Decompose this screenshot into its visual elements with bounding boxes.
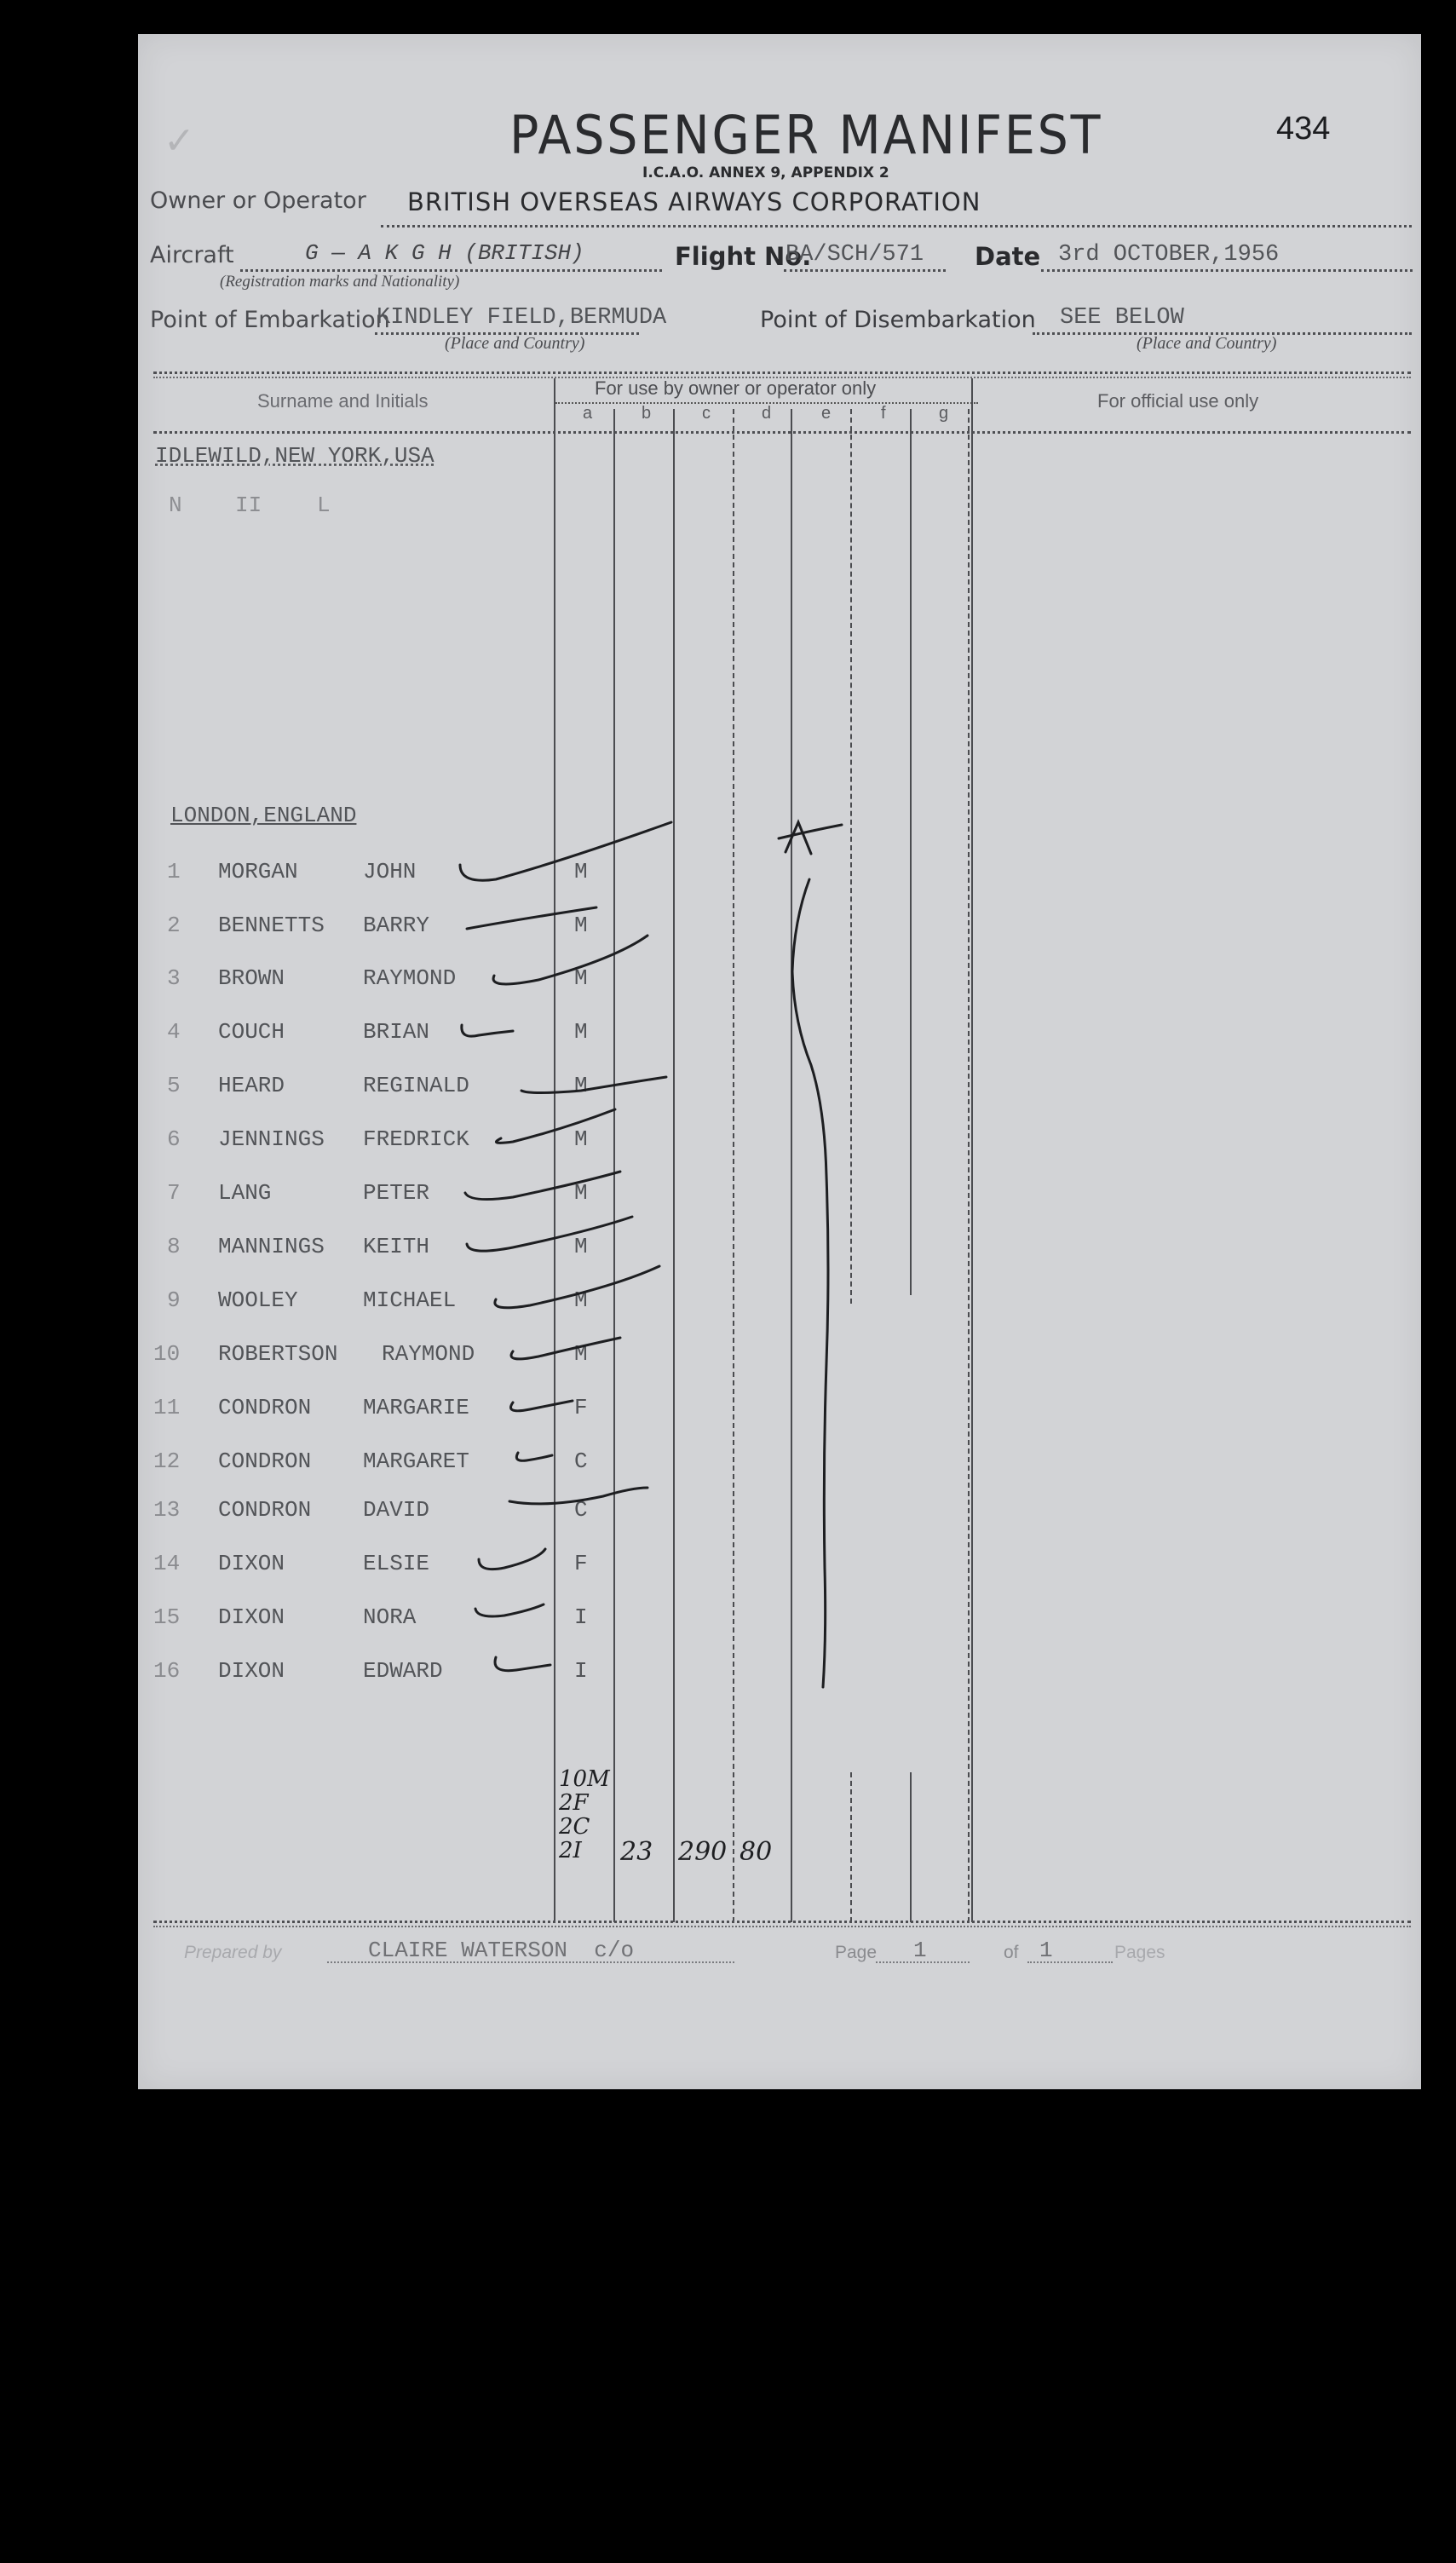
row-surname: DIXON [218,1658,285,1684]
row-surname: MORGAN [218,859,298,884]
of-label: of [1004,1943,1019,1962]
row-surname: HEARD [218,1073,285,1098]
embarkation-place-note: (Place and Country) [445,334,585,353]
row-first-name: BARRY [363,913,430,938]
row-first-name: REGINALD [363,1073,469,1098]
row-first-name: EDWARD [363,1658,443,1684]
row-code: M [574,1234,588,1259]
row-code: F [574,1395,588,1420]
section1-code-l: L [317,492,331,518]
prepared-by-value: CLAIRE WATERSON c/o [368,1938,635,1963]
date-value: 3rd OCTOBER,1956 [1058,242,1280,268]
pages-label: Pages [1114,1943,1165,1962]
row-code: C [574,1449,588,1474]
row-num: 2 [167,913,181,938]
col-header-official: For official use only [1097,390,1259,412]
row-code: I [574,1658,588,1684]
aircraft-label: Aircraft [150,242,234,268]
total-children: 2C [559,1814,590,1840]
row-num: 13 [153,1497,181,1523]
col-header-surname: Surname and Initials [257,390,429,412]
handwritten-annotation-a [794,820,795,821]
row-code: F [574,1551,588,1576]
disembarkation-value: SEE BELOW [1060,305,1184,331]
row-num: 3 [167,965,181,991]
row-surname: CONDRON [218,1395,312,1420]
row-code: M [574,1287,588,1313]
col-letter-g: g [939,404,949,423]
col-letter-e: e [821,404,832,423]
row-num: 5 [167,1073,181,1098]
table-bottom-border [153,1921,1411,1923]
owner-value: BRITISH OVERSEAS AIRWAYS CORPORATION [407,187,981,216]
col-letter-d: d [762,404,772,423]
section-destination-london: LONDON,ENGLAND [170,803,357,828]
embarkation-label: Point of Embarkation [150,307,390,333]
row-surname: ROBERTSON [218,1341,338,1367]
page-title: PASSENGER MANIFEST [509,104,1103,166]
col-header-owner-use: For use by owner or operator only [595,377,877,399]
col-letter-b: b [642,404,652,423]
disembarkation-place-note: (Place and Country) [1137,334,1277,353]
row-surname: BENNETTS [218,913,325,938]
row-code: M [574,1126,588,1152]
row-code: C [574,1497,588,1523]
total-col-c: 290 [678,1837,728,1867]
row-surname: DIXON [218,1551,285,1576]
row-code: M [574,1073,588,1098]
row-first-name: FREDRICK [363,1126,469,1152]
row-num: 16 [153,1658,181,1684]
section1-code-n: N [169,492,182,518]
row-num: 14 [153,1551,181,1576]
row-num: 15 [153,1604,181,1630]
aircraft-note: (Registration marks and Nationality) [220,273,460,291]
row-surname: MANNINGS [218,1234,325,1259]
row-first-name: MICHAEL [363,1287,457,1313]
row-first-name: KEITH [363,1234,430,1259]
page-number: 1 [913,1938,927,1963]
page-subtitle: I.C.A.O. ANNEX 9, APPENDIX 2 [642,164,889,181]
row-code: I [574,1604,588,1630]
row-first-name: JOHN [363,859,417,884]
row-code: M [574,859,588,884]
row-first-name: BRIAN [363,1019,430,1045]
row-first-name: MARGARET [363,1449,469,1474]
check-mark-icon: ✓ [164,120,195,162]
total-infants: 2I [559,1838,582,1863]
total-women: 2F [559,1790,589,1816]
row-first-name: RAYMOND [363,965,457,991]
row-num: 1 [167,859,181,884]
row-code: M [574,1341,588,1367]
row-surname: BROWN [218,965,285,991]
col-letter-f: f [881,404,886,423]
prepared-by-label: Prepared by [184,1943,282,1962]
row-first-name: DAVID [363,1497,430,1523]
row-code: M [574,965,588,991]
row-first-name: NORA [363,1604,417,1630]
page-total: 1 [1039,1938,1053,1963]
disembarkation-label: Point of Disembarkation [760,307,1036,333]
flight-label: Flight No. [675,242,812,271]
row-surname: WOOLEY [218,1287,298,1313]
page-label: Page [835,1943,878,1962]
manifest-page [138,34,1421,2089]
row-surname: COUCH [218,1019,285,1045]
embarkation-value: KINDLEY FIELD,BERMUDA [377,305,667,331]
row-surname: JENNINGS [218,1126,325,1152]
owner-label: Owner or Operator [150,187,366,214]
row-num: 12 [153,1449,181,1474]
aircraft-value: G — A K G H (BRITISH) [305,240,584,266]
row-num: 4 [167,1019,181,1045]
row-num: 8 [167,1234,181,1259]
section-destination-idlewild: IDLEWILD,NEW YORK,USA [155,443,434,469]
row-code: M [574,1019,588,1045]
row-code: M [574,1180,588,1206]
total-men: 10M [559,1766,610,1792]
row-surname: CONDRON [218,1449,312,1474]
row-first-name: RAYMOND [382,1341,475,1367]
col-letter-a: a [583,404,593,423]
row-num: 10 [153,1341,181,1367]
date-label: Date [975,242,1041,271]
total-col-d: 80 [740,1837,773,1867]
handwritten-check-strokes [138,34,1421,2089]
flight-number-value: BA/SCH/571 [786,242,924,268]
page-reference-number: 434 [1276,111,1331,147]
row-first-name: PETER [363,1180,430,1206]
row-surname: LANG [218,1180,272,1206]
row-num: 7 [167,1180,181,1206]
row-code: M [574,913,588,938]
row-num: 11 [153,1395,181,1420]
row-surname: DIXON [218,1604,285,1630]
total-col-b: 23 [620,1837,653,1867]
row-first-name: ELSIE [363,1551,430,1576]
row-num: 9 [167,1287,181,1313]
row-first-name: MARGARIE [363,1395,469,1420]
row-surname: CONDRON [218,1497,312,1523]
totals-col-a [559,1767,610,1863]
col-letter-c: c [702,404,711,423]
row-num: 6 [167,1126,181,1152]
section1-code-ii: II [235,492,262,518]
